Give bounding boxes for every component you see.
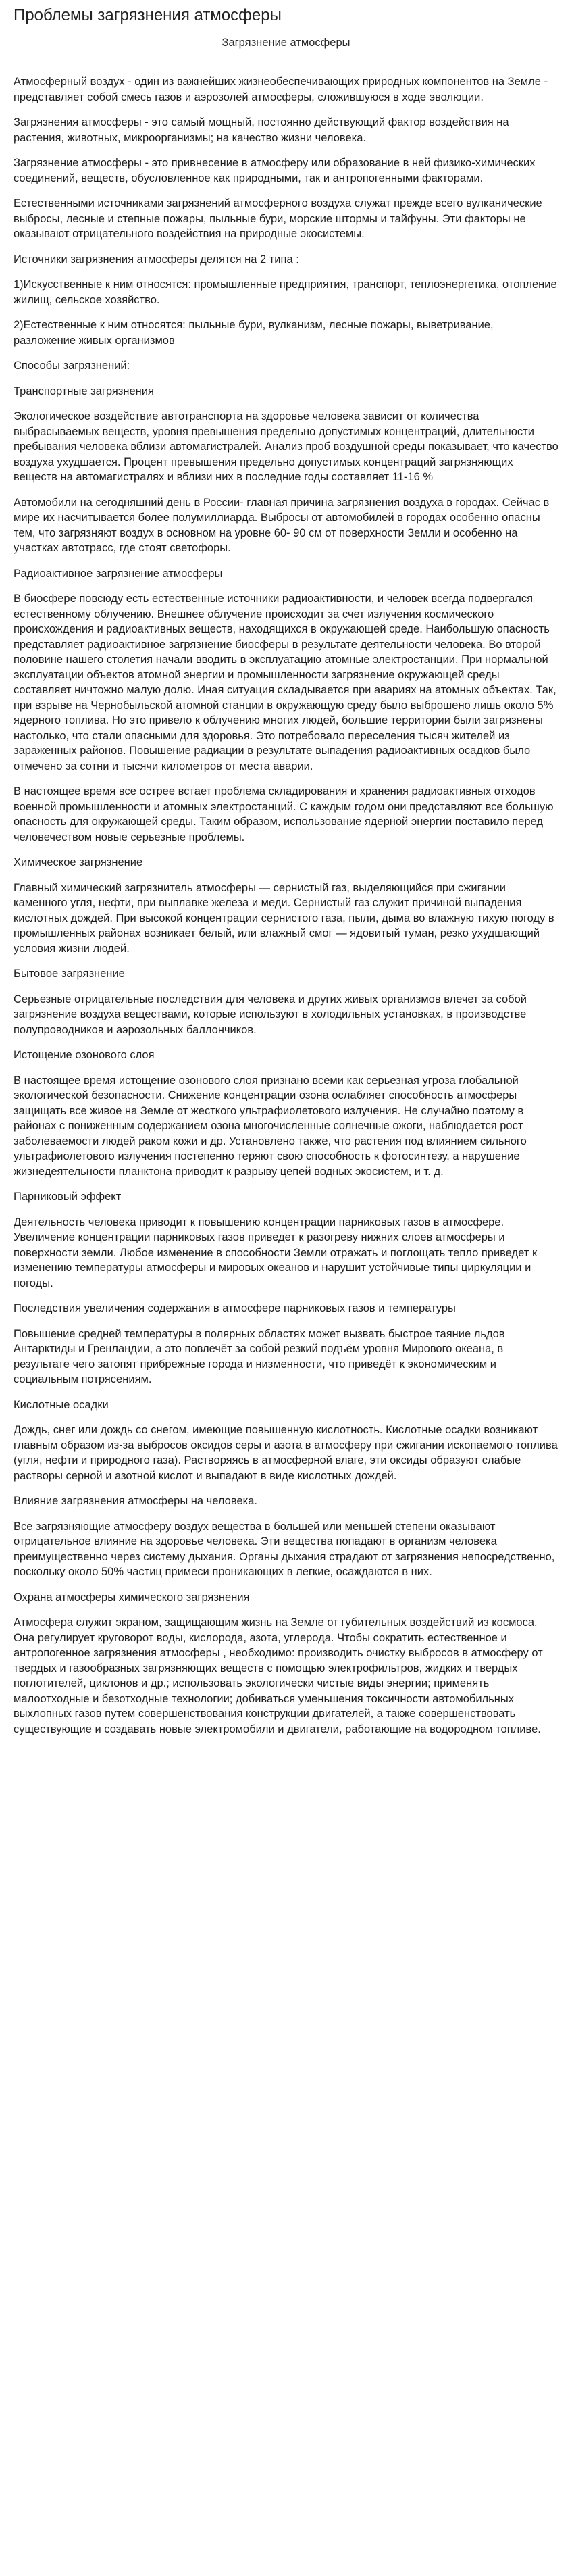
paragraph: Автомобили на сегодняшний день в России- главная причина загрязнения воздуха в городах. Сейчас в мире их насчитывается более полумиллиарда. Выбросы от автомобилей в городах особенно опасны тем, что загрязняют воздух в основном на уровне 60- 90 см от поверхности Земли и особенно на участках автотрасс, где стоят светофоры. <box>14 496 550 554</box>
section-heading: Последствия увеличения содержания в атмосфере парниковых газов и температуры <box>14 1302 456 1314</box>
section-heading: Бытовое загрязнение <box>14 968 125 980</box>
paragraph: В биосфере повсюду есть естественные источники радиоактивности, и человек всегда подвергался естественному облучению. Внешнее облучение происходит за счет излучения космического происхождения и радиоактивных веществ, находящихся в окружающей среде. Наибольшую опасность представляет радиоактивное загрязнение биосферы в результате деятельности человека. Во второй половине нашего столетия начали вводить в эксплуатацию атомные электростанции. При нормальной эксплуатации объектов атомной энергии и промышленности загрязнение окружающей среды составляет ничтожно малую долю. Иная ситуация складывается при авариях на атомных объектах. Так, при взрыве на Чернобыльской атомной станции в окружающую среду было выброшено лишь около 5% ядерного топлива. Но это привело к облучению многих людей, большие территории были загрязнены настолько, что стали опасными для здоровья. Это потребовало переселения тысяч жителей из зараженных районов. Повышение радиации в результате выпадения радиоактивных осадков было отмечено за сотни и тысячи километров от места аварии. <box>14 593 556 772</box>
paragraph: Все загрязняющие атмосферу воздух вещества в большей или меньшей степени оказывают отрицательное влияние на здоровье человека. Эти вещества попадают в организм человека преимущественно через систему дыхания. Органы дыхания страдают от загрязнения непосредственно, поскольку около 50% частиц примеси проникающих в легкие, осаждаются в них. <box>14 1520 555 1578</box>
paragraph: Дождь, снег или дождь со снегом, имеющие повышенную кислотность. Кислотные осадки возникают главным образом из-за выбросов оксидов серы и азота в атмосферу при сжигании ископаемого топлива (угля, нефти и природного газа). Растворяясь в атмосферной влаге, эти оксиды образуют слабые растворы серной и азотной кислот и выпадают в виде кислотных дождей. <box>14 1424 558 1482</box>
section-heading: Способы загрязнений: <box>14 360 130 372</box>
paragraph: 1)Искусственные к ним относятся: промышленные предприятия, транспорт, теплоэнергетика, отопление жилищ, сельское хозяйство. <box>14 278 557 306</box>
paragraph: Главный химический загрязнитель атмосферы — сернистый газ, выделяющийся при сжигании каменного угля, нефти, при выплавке железа и меди. Сернистый газ служит причиной выпадения кислотных дождей. При высокой концентрации сернистого газа, пыли, дыма во влажную тихую погоду в промышленных районах возникает белый, или влажный смог — ядовитый туман, резко ухудшающий условия жизни людей. <box>14 881 554 955</box>
paragraph: Деятельность человека приводит к повышению концентрации парниковых газов в атмосфере. Увеличение концентрации парниковых газов приведет к разогреву нижних слоев атмосферы и поверхности земли. Любое изменение в способности Земли отражать и поглощать тепло приведет к изменению температуры атмосферы и мировых океанов и нарушит устойчивые типы циркуляции и погоды. <box>14 1216 538 1289</box>
section-heading: Истощение озонового слоя <box>14 1049 155 1061</box>
section-heading: Парниковый эффект <box>14 1191 122 1203</box>
paragraph: 2)Естественные к ним относятся: пыльные бури, вулканизм, лесные пожары, выветривание, разложение живых организмов <box>14 319 494 347</box>
paragraph: Повышение средней температуры в полярных областях может вызвать быстрое таяние льдов Антарктиды и Гренландии, а это повлечёт за собой резкий подъём уровня Мирового океана, в результате чего затопят прибрежные города и низменности, что приведёт к экономическим и социальным потрясениям. <box>14 1327 505 1385</box>
section-heading: Охрана атмосферы химического загрязнения <box>14 1591 250 1604</box>
paragraph: В настоящее время все острее встает проблема складирования и хранения радиоактивных отходов военной промышленности и атомных электростанций. С каждым годом они представляют все большую опасность для окружающей среды. Таким образом, использование ядерной энергии поставило перед человечеством новые серьезные проблемы. <box>14 785 554 843</box>
section-heading: Радиоактивное загрязнение атмосферы <box>14 567 223 580</box>
paragraph: Атмосферный воздух - один из важнейших жизнеобеспечивающих природных компонентов на Земле - представляет собой смесь газов и аэрозолей атмосферы, сложившуюся в ходе эволюции. <box>14 76 548 103</box>
paragraph: Экологическое воздействие автотранспорта на здоровье человека зависит от количества выбрасываемых веществ, уровня превышения предельно допустимых концентраций, длительности пребывания человека вблизи автомагистралей. Анализ проб воздушной среды показывает, что качество воздуха ухудшается. Процент превышения предельно допустимых концентраций загрязняющих веществ на автомагистралях и вблизи них в последние годы составляет 11-16 % <box>14 410 558 483</box>
paragraph: Загрязнения атмосферы - это самый мощный, постоянно действующий фактор воздействия на растения, животных, микроорганизмы; на качество жизни человека. <box>14 116 509 144</box>
paragraph: Атмосфера служит экраном, защищающим жизнь на Земле от губительных воздействий из космоса. Она регулирует круговорот воды, кислорода, азота, углерода. Чтобы сократить естественное и антропогенное загрязнения атмосферы , необходимо: производить очистку выбросов в атмосферу от твердых и газообразных загрязняющих веществ с помощью электрофильтров, жидких и твердых поглотителей, циклонов и др.; использовать экологически чистые виды энергии; применять малоотходные и безотходные технологии; добиваться уменьшения токсичности автомобильных выхлопных газов путем совершенствования конструкции двигателей, а также совершенствовать существующие и создавать новые электромобили и двигатели, работающие на водородном топливе. <box>14 1616 543 1735</box>
paragraph: Загрязнение атмосферы - это привнесение в атмосферу или образование в ней физико-химических соединений, веществ, обусловленное как природными, так и антропогенными факторами. <box>14 157 536 184</box>
paragraph: В настоящее время истощение озонового слоя признано всеми как серьезная угроза глобальной экологической безопасности. Снижение концентрации озона ослабляет способность атмосферы защищать все живое на Земле от жесткого ультрафиолетового излучения. Не случайно поэтому в районах с пониженным содержанием озона многочисленные солнечные ожоги, наблюдается рост заболеваемости людей раком кожи и др. Установлено также, что растения под влиянием сильного ультрафиолетового излучения постепенно теряют свою способность к фотосинтезу, а нарушение жизнедеятельности планктона приводит к разрыву цепей водных экосистем, и т. д. <box>14 1074 527 1178</box>
section-heading: Влияние загрязнения атмосферы на человека. <box>14 1495 257 1507</box>
paragraph: Естественными источниками загрязнений атмосферного воздуха служат прежде всего вулканические выбросы, лесные и степные пожары, пыльные бури, морские штормы и тайфуны. Эти факторы не оказывают отрицательного воздействия на природные экосистемы. <box>14 197 542 240</box>
section-heading: Транспортные загрязнения <box>14 385 154 397</box>
page-title: Проблемы загрязнения атмосферы <box>14 6 282 24</box>
section-heading: Химическое загрязнение <box>14 856 143 868</box>
paragraph: Источники загрязнения атмосферы делятся на 2 типа : <box>14 253 299 266</box>
document-body <box>14 74 558 1737</box>
section-subtitle: Загрязнение атмосферы <box>222 36 350 49</box>
section-heading: Кислотные осадки <box>14 1398 109 1411</box>
paragraph: Серьезные отрицательные последствия для человека и других живых организмов влечет за собой загрязнение воздуха веществами, которые используют в холодильных установках, в производстве полупроводников и аэрозольных баллончиков. <box>14 993 527 1036</box>
